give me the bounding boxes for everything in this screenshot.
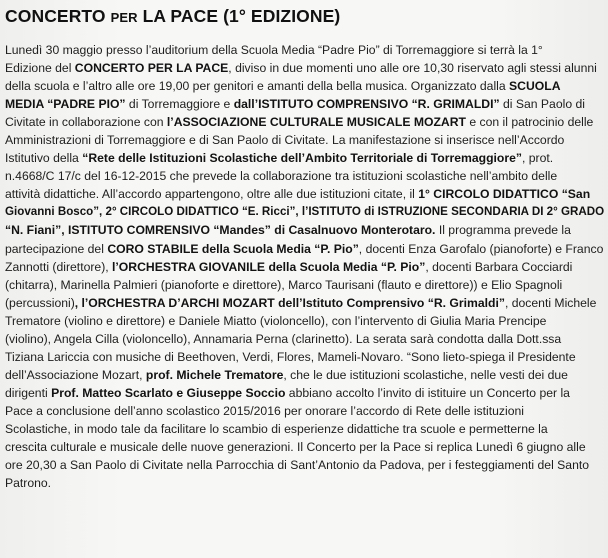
- text-line: [5, 402, 605, 420]
- text-line: [5, 240, 605, 258]
- text-line: [5, 258, 605, 276]
- text-line: [5, 203, 605, 221]
- text-line: [5, 348, 605, 366]
- text-segment: e con il patrocinio delle: [465, 115, 594, 130]
- text-line: [5, 366, 605, 384]
- text-line: [5, 95, 605, 113]
- text-segment: (percussioni): [5, 295, 75, 310]
- text-line: [5, 330, 605, 348]
- text-segment: , docenti Enza Garofalo (pianoforte) e Franco: [358, 241, 604, 256]
- text-line: [5, 276, 605, 294]
- text-segment: , docenti Barbara Cocciardi: [425, 259, 573, 274]
- text-line: [5, 221, 605, 239]
- text-segment: dell’Associazione Mozart,: [5, 367, 146, 382]
- text-segment: Zannotti (direttore),: [5, 259, 113, 274]
- bold-text-segment: l’ORCHESTRA GIOVANILE della Scuola Media “P. Pio”: [112, 259, 426, 274]
- bold-text-segment: l’ASSOCIAZIONE CULTURALE MUSICALE MOZART: [166, 115, 466, 130]
- text-segment: partecipazione del: [5, 241, 108, 256]
- bold-text-segment: Prof. Matteo Scarlato e Giuseppe Soccio: [51, 385, 286, 400]
- text-segment: Il programma prevede la: [435, 223, 571, 238]
- text-line: [5, 149, 605, 167]
- text-line: [5, 294, 605, 312]
- text-segment: Pace a conclusione dell’anno scolastico 2015/2016 per onorare l’accordo di Rete delle istituzioni: [5, 403, 524, 418]
- text-line: [5, 438, 605, 456]
- text-segment: abbiano accolto l’invito di istituire un Concerto per la: [285, 385, 570, 400]
- bold-text-segment: “N. Fiani”, ISTITUTO COMRENSIVO “Mandes” di Casalnuovo Monterotaro.: [5, 223, 436, 238]
- text-segment: Amministrazioni di Torremaggiore e di San Paolo di Civitate. La manifestazione si inserisce nell’Accordo: [5, 133, 565, 148]
- text-line: [5, 41, 605, 59]
- text-segment: n.4668/C 17/c del 16-12-2015 che prevede la collaborazione tra istituzioni scolastiche nell’ambito delle: [5, 169, 558, 184]
- text-segment: Scolastiche, in modo tale da facilitare lo scambio di esperienze didattiche tra scuole e permetterne la: [5, 421, 548, 436]
- bold-text-segment: “Rete delle Istituzioni Scolastiche dell’Ambito Territoriale di Torremaggiore”: [82, 151, 522, 166]
- text-segment: , che le due istituzioni scolastiche, nelle vesti dei due: [283, 367, 568, 382]
- text-segment: Civitate in collaborazione con: [5, 115, 167, 130]
- text-line: [5, 59, 605, 77]
- text-segment: ore 20,30 a San Paolo di Civitate nella Parrocchia di Sant’Antonio da Padova, per i festeggiamenti del Santo: [5, 458, 590, 473]
- text-line: [5, 131, 605, 149]
- bold-text-segment: CORO STABILE della Scuola Media “P. Pio”: [107, 241, 359, 256]
- bold-text-segment: MEDIA “PADRE PIO”: [5, 97, 126, 112]
- text-segment: , docenti Michele: [504, 295, 597, 310]
- text-segment: di Torremaggiore e: [125, 97, 234, 112]
- text-segment: della scuola e l’altro alle ore 19,00 per genitori e amanti della bella musica. Organizzato dalla: [5, 79, 510, 94]
- text-line: [5, 185, 605, 203]
- bold-text-segment: Giovanni Bosco”, 2° CIRCOLO DIDATTICO “E. Ricci”, l’ISTITUTO di ISTRUZIONE SECONDARIA DI 2° GRADO: [5, 205, 605, 219]
- text-segment: , prot.: [521, 151, 554, 166]
- bold-text-segment: dall’ISTITUTO COMPRENSIVO “R. GRIMALDI”: [233, 97, 500, 112]
- bold-text-segment: prof. Michele Trematore: [145, 367, 284, 382]
- bold-text-segment: SCUOLA: [509, 79, 561, 94]
- text-line: [5, 474, 605, 492]
- title-part-2: PER: [110, 10, 138, 25]
- text-segment: dirigenti: [5, 385, 52, 400]
- text-line: [5, 167, 605, 185]
- text-segment: Istitutivo della: [5, 151, 83, 166]
- text-segment: crescita culturale e musicale delle nuove generazioni. Il Concerto per la Pace si replica Lunedì 6 giugno alle: [5, 440, 586, 455]
- text-line: [5, 384, 605, 402]
- title-part-1: CONCERTO: [5, 6, 111, 26]
- text-line: [5, 420, 605, 438]
- text-segment: (violino), Angela Cilla (violoncello), Annamaria Perna (clarinetto). La serata sarà condotta dalla Dott.ssa: [5, 331, 562, 346]
- text-segment: Patrono.: [5, 476, 52, 491]
- title-part-3: LA PACE (1° EDIZIONE): [137, 6, 341, 26]
- text-line: [5, 312, 605, 330]
- text-segment: (chitarra), Marinella Palmieri (pianoforte e direttore), Marco Taurisani (flauto e direttore)) e Elio Spagnoli: [5, 277, 563, 292]
- bold-text-segment: CONCERTO PER LA PACE: [74, 61, 229, 76]
- text-segment: Edizione del: [5, 61, 75, 76]
- text-segment: di San Paolo di: [499, 97, 585, 112]
- bold-text-segment: 1° CIRCOLO DIDATTICO “San: [418, 187, 591, 202]
- text-line: [5, 77, 605, 95]
- text-segment: Lunedì 30 maggio presso l’auditorium della Scuola Media “Padre Pio” di Torremaggiore si terrà la 1°: [5, 43, 543, 57]
- article-title: [5, 6, 340, 27]
- text-segment: Trematore (violino e direttore) e Daniele Miatto (violoncello), con l’intervento di Giulia Maria Prencipe: [5, 313, 547, 328]
- text-segment: , diviso in due momenti uno alle ore 10,30 riservato agli stessi alunni: [228, 61, 597, 76]
- text-segment: Tiziana Lariccia con musiche di Beethoven, Verdi, Flores, Mameli-Novaro. “Sono lieto-spiega il Presidente: [5, 349, 576, 364]
- text-line: [5, 113, 605, 131]
- bold-text-segment: , l’ORCHESTRA D’ARCHI MOZART dell’Istituto Comprensivo “R. Grimaldi”: [74, 295, 505, 310]
- article-body: [5, 41, 605, 492]
- text-segment: attività didattiche. All’accordo appartengono, oltre alle due istituzioni citate, il: [5, 187, 419, 202]
- text-line: [5, 456, 605, 474]
